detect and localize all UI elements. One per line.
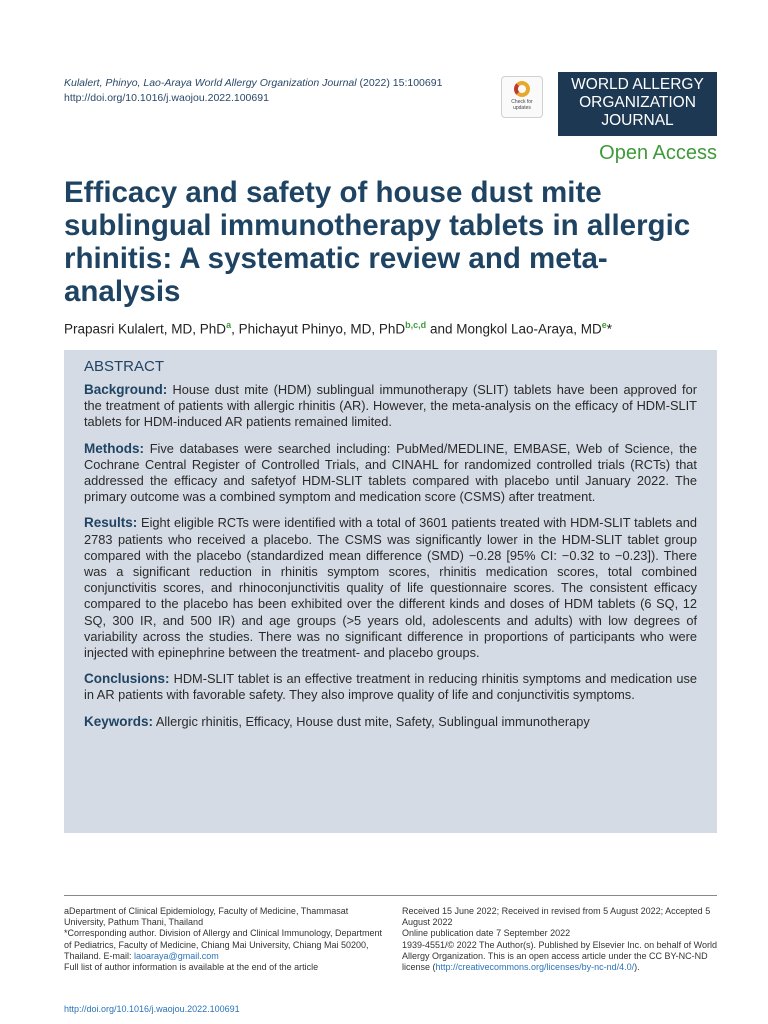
citation-doi-link[interactable]: http://doi.org/10.1016/j.waojou.2022.100691 xyxy=(64,92,269,104)
open-access-label: Open Access xyxy=(599,142,717,164)
corresponding-author-text: *Corresponding author. Division of Allergy and Clinical Immunology, Department of Pediatrics, Faculty of Medicine, Chiang Mai University, Chiang Mai 50200, Thailand. E-mail: xyxy=(64,928,382,961)
author-email-link[interactable]: laoaraya@gmail.com xyxy=(134,950,219,961)
license-note xyxy=(402,940,717,974)
citation-line xyxy=(64,76,442,91)
author-separator: and xyxy=(426,321,457,337)
author-list xyxy=(64,320,724,337)
footer-doi-link[interactable]: http://doi.org/10.1016/j.waojou.2022.100691 xyxy=(64,1004,240,1014)
abstract-keywords xyxy=(84,714,697,730)
check-updates-icon xyxy=(514,81,530,97)
corresponding-author-note xyxy=(64,928,382,962)
article-title: Efficacy and safety of house dust mite sublingual immunotherapy tablets in allergic rhinitis: A systematic review and meta-analysis xyxy=(64,176,691,308)
journal-name-line: ORGANIZATION xyxy=(579,94,696,111)
citation-block xyxy=(64,76,442,106)
citation-journal: Kulalert, Phinyo, Lao-Araya World Allergy Organization Journal xyxy=(64,77,357,89)
license-text-end: ). xyxy=(634,962,640,973)
author-name: Mongkol Lao-Araya, MD xyxy=(456,321,602,337)
footer-affiliations xyxy=(64,906,382,973)
section-text: HDM-SLIT tablet is an effective treatment in reducing rhinitis symptoms and medication use in AR patients with favorable safety. They also improve quality of life and conjunctivitis symptoms. xyxy=(84,671,697,703)
footer-divider xyxy=(64,895,717,896)
check-updates-label: Check for updates xyxy=(511,99,533,111)
section-text: Five databases were searched including: PubMed/MEDLINE, EMBASE, Web of Science, the Cochrane Central Register of Controlled Trials, and CINAHL for randomized controlled trials (RCTs) that addressed the efficacy and safetyof HDM-SLIT tablets compared with placebo until January 2022. The primary outcome was a combined symptom and medication score (CSMS) after treatment. xyxy=(84,440,697,505)
citation-volume: (2022) 15:100691 xyxy=(356,77,443,89)
section-label: Methods: xyxy=(84,440,144,456)
section-text: Allergic rhinitis, Efficacy, House dust mite, Safety, Sublingual immunotherapy xyxy=(153,713,590,729)
license-link[interactable]: http://creativecommons.org/licenses/by-nc-nd/4.0/ xyxy=(435,962,635,973)
journal-logo xyxy=(558,72,717,136)
author-affiliation[interactable]: a xyxy=(226,320,232,330)
author-affiliation[interactable]: b,c,d xyxy=(405,320,427,330)
check-for-updates-badge[interactable] xyxy=(501,76,543,118)
footer-publication-info xyxy=(402,906,717,973)
section-label: Conclusions: xyxy=(84,671,170,687)
abstract-background xyxy=(84,382,697,431)
section-text: Eight eligible RCTs were identified with a total of 3601 patients treated with HDM-SLIT tablets and 2783 patients who received a placebo. The CSMS was significantly lower in the HDM-SLIT tablet group compared with the placebo (standardized mean difference (SMD) −0.28 [95% CI: −0.32 to −0.23]). There was a significant reduction in rhinitis symptom scores, rhinitis medication scores, total combined conjunctivitis scores, and rhinoconjunctivitis quality of life questionnaire scores. The consistent efficacy compared to the placebo has been exhibited over the different kinds and doses of HDM tablets (6 SQ, 12 SQ, 300 IR, and 500 IR) and age groups (>5 years old, adolescents and adults) with low degrees of variability across the studies. There was no significant difference in proportions of participants who were injected with epinephrine between the treatment- and placebo groups. xyxy=(84,515,697,661)
abstract-results xyxy=(84,515,697,661)
author-separator: , xyxy=(231,321,239,337)
author-name: Phichayut Phinyo, MD, PhD xyxy=(238,321,406,337)
abstract-conclusions xyxy=(84,671,697,703)
author-info-note: Full list of author information is available at the end of the article xyxy=(64,962,319,973)
author-affiliation[interactable]: e xyxy=(601,320,607,330)
affiliation-note: aDepartment of Clinical Epidemiology, Faculty of Medicine, Thammasat University, Pathum Thani, Thailand xyxy=(64,906,349,928)
section-label: Keywords: xyxy=(84,713,154,729)
author-name: Prapasri Kulalert, MD, PhD xyxy=(64,321,227,337)
corresponding-author-marker: * xyxy=(606,321,613,337)
online-publication-date: Online publication date 7 September 2022 xyxy=(402,928,571,939)
received-dates: Received 15 June 2022; Received in revised from 5 August 2022; Accepted 5 August 2022 xyxy=(402,906,711,928)
abstract-box xyxy=(64,350,717,833)
section-text: House dust mite (HDM) sublingual immunotherapy (SLIT) tablets have been approved for the treatment of patients with allergic rhinitis (AR). However, the meta-analysis on the efficacy of HDM-SLIT tablets for HDM-induced AR patients remained limited. xyxy=(84,382,697,430)
section-label: Background: xyxy=(84,382,168,397)
abstract-methods xyxy=(84,441,697,506)
journal-name-line: WORLD ALLERGY xyxy=(571,76,704,93)
abstract-heading: ABSTRACT xyxy=(84,358,165,375)
journal-name-line: JOURNAL xyxy=(601,112,674,129)
section-label: Results: xyxy=(84,515,138,531)
license-text: 1939-4551/© 2022 The Author(s). Published by Elsevier Inc. on behalf of World Allergy Organization. This is an open access article under the CC BY-NC-ND license ( xyxy=(402,939,717,973)
